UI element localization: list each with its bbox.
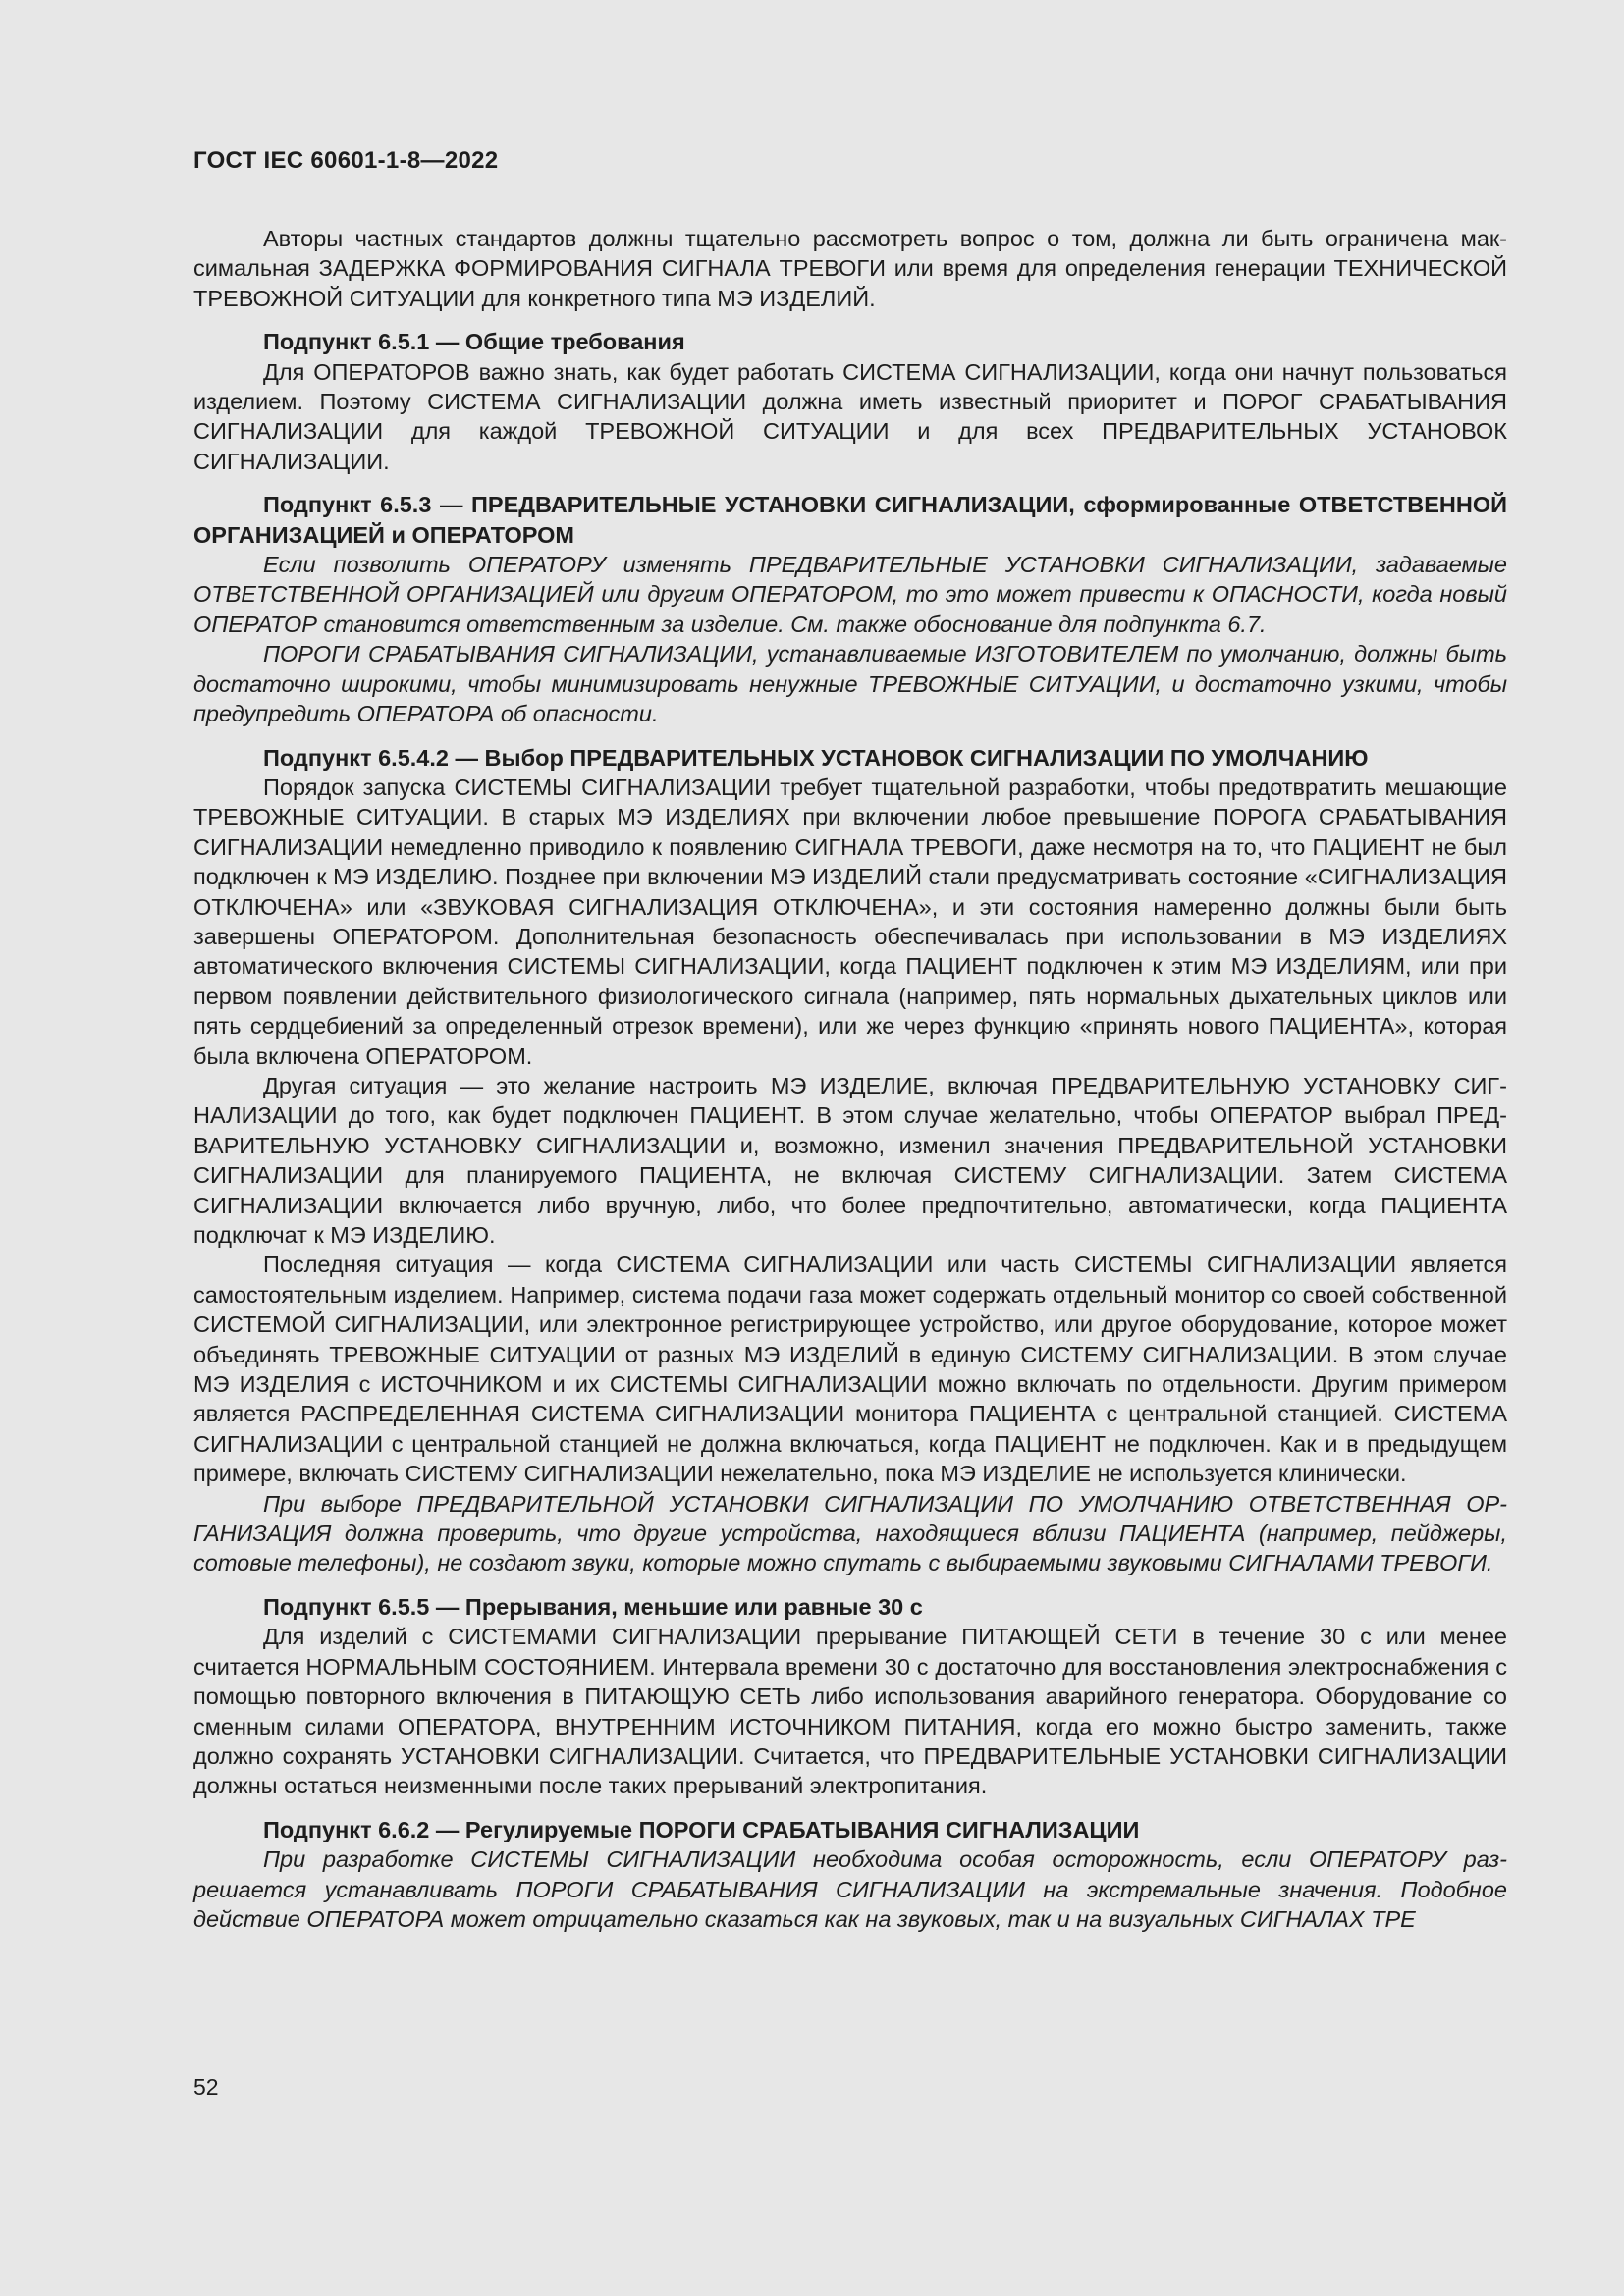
section-6-5-1-paragraph: Для ОПЕРАТОРОВ важно знать, как будет работать СИСТЕМА СИГНАЛИЗАЦИИ, когда они начнут пользоваться изделием. Поэтому СИСТЕМА СИГНАЛИЗАЦИИ должна иметь известный приоритет и ПОРОГ СРАБАТЫВАНИЯ СИГНАЛИЗАЦИИ для каждой ТРЕВОЖНОЙ СИТУАЦИИ и для всех ПРЕДВАРИТЕЛЬНЫХ УСТАНОВОК СИГНАЛИЗАЦИИ. xyxy=(193,358,1507,474)
section-6-5-4-2-paragraph-1: Порядок запуска СИСТЕМЫ СИГНАЛИЗАЦИИ требует тщательной разработки, чтобы предотвратить мешающие ТРЕВОЖНЫЕ СИТУАЦИИ. В старых МЭ ИЗДЕЛИЯХ при включении любое превышение ПОРОГА СРАБАТЫВАНИЯ СИГНАЛИЗАЦИИ немедленно приводило к появлению СИГНАЛА ТРЕВОГИ, даже несмотря на то, что ПАЦИЕНТ не был подключен к МЭ ИЗДЕЛИЮ. Позднее при включении МЭ ИЗДЕЛИЙ стали предусматривать состояние «СИГНАЛИЗАЦИЯ ОТКЛЮЧЕНА» или «ЗВУКОВАЯ СИГНАЛИЗАЦИЯ ОТКЛЮЧЕНА», и эти состояния намеренно должны были быть завершены ОПЕРАТОРОМ. Дополнительная безопасность обеспечивалась при использовании в МЭ ИЗДЕЛИЯХ автоматического включения СИСТЕМЫ СИГНАЛИЗАЦИИ, когда ПАЦИЕНТ подключен к этим МЭ ИЗДЕЛИЯМ, или при первом появлении действительного физиологического сигнала (например, пять нормальных дыхательных циклов или пять сердцебиений за определенный отрезок времени), или же через функцию «принять нового ПАЦИЕНТА», которая была включена ОПЕРАТОРОМ. xyxy=(193,774,1507,1069)
section-6-5-4-2-paragraph-3: Последняя ситуация — когда СИСТЕМА СИГНАЛИЗАЦИИ или часть СИСТЕМЫ СИГНАЛИЗАЦИИ является самостоятельным изделием. Например, система подачи газа может содержать отдельный монитор со своей собственной СИСТЕМОЙ СИГНАЛИЗАЦИИ, или электронное регистрирующее устройство, или другое оборудование, которое может объединять ТРЕВОЖНЫЕ СИТУАЦИИ от разных МЭ ИЗДЕЛИЙ в единую СИСТЕМУ СИГНАЛИЗАЦИИ. В этом случае МЭ ИЗДЕЛИЯ с ИСТОЧНИКОМ и их СИСТЕМЫ СИГНАЛИЗАЦИИ можно включать по отдельности. Другим примером является РАСПРЕДЕЛЕННАЯ СИСТЕМА СИГНАЛИЗАЦИИ монитора ПАЦИЕНТА с центральной станцией. СИСТЕМА СИГНАЛИЗАЦИИ с центральной станцией не должна включаться, когда ПАЦИЕНТ не подключен. Как и в предыдущем примере, включать СИСТЕМУ СИГНАЛИЗАЦИИ нежелательно, пока МЭ ИЗДЕЛИЕ не используется клинически. xyxy=(193,1252,1507,1487)
section-heading-6-6-2: Подпункт 6.6.2 — Регулируемые ПОРОГИ СРАБАТЫВАНИЯ СИГНАЛИЗАЦИИ xyxy=(263,1816,1140,1842)
document-header: ГОСТ IEC 60601-1-8—2022 xyxy=(193,147,499,174)
section-heading-6-5-1: Подпункт 6.5.1 — Общие требования xyxy=(263,329,685,355)
section-heading-6-5-3: Подпункт 6.5.3 — ПРЕДВАРИТЕЛЬНЫЕ УСТАНОВКИ СИГНАЛИЗАЦИИ, сформированные ОТВЕТСТВЕННОЙ ОРГАНИЗАЦИЕЙ и ОПЕРАТОРОМ xyxy=(193,492,1507,548)
section-6-5-4-2-paragraph-4: При выборе ПРЕДВАРИТЕЛЬНОЙ УСТАНОВКИ СИГНАЛИЗАЦИИ ПО УМОЛЧАНИЮ ОТВЕТСТВЕННАЯ ОРГАНИЗАЦИЯ должна проверить, что другие устройства, находящиеся вблизи ПАЦИЕНТА (например, пейджеры, сотовые телефоны), не создают звуки, которые можно спутать с выбираемыми звуковыми СИГНАЛАМИ ТРЕВОГИ. xyxy=(193,1490,1507,1576)
page-number: 52 xyxy=(193,2074,219,2100)
section-6-6-2-paragraph: При разработке СИСТЕМЫ СИГНАЛИЗАЦИИ необходима особая осторожность, если ОПЕРАТОРУ разрешается устанавливать ПОРОГИ СРАБАТЫВАНИЯ СИГНАЛИЗАЦИИ на экстремальные значения. Подобное действие ОПЕРАТОРА может отрицательно сказаться как на звуковых, так и на визуальных СИГНАЛАХ ТРЕ xyxy=(193,1846,1507,1932)
section-6-5-3-paragraph-2: ПОРОГИ СРАБАТЫВАНИЯ СИГНАЛИЗАЦИИ, устанавливаемые ИЗГОТОВИТЕЛЕМ по умолчанию, должны быть достаточно широкими, чтобы минимизировать ненужные ТРЕВОЖНЫЕ СИТУАЦИИ, и достаточно узкими, чтобы предупредить ОПЕРАТОРА об опасности. xyxy=(193,641,1507,727)
section-6-5-3-paragraph-1: Если позволить ОПЕРАТОРУ изменять ПРЕДВАРИТЕЛЬНЫЕ УСТАНОВКИ СИГНАЛИЗАЦИИ, задаваемые ОТВЕТСТВЕННОЙ ОРГАНИЗАЦИЕЙ или другим ОПЕРАТОРОМ, то это может привести к ОПАСНОСТИ, когда новый ОПЕРАТОР становится ответственным за изделие. См. также обоснование для подпункта 6.7. xyxy=(193,552,1507,637)
document-body xyxy=(193,224,1507,1934)
section-6-5-4-2-paragraph-2: Другая ситуация — это желание настроить МЭ ИЗДЕЛИЕ, включая ПРЕДВАРИТЕЛЬНУЮ УСТАНОВКУ СИГНАЛИЗАЦИИ до того, как будет подключен ПАЦИЕНТ. В этом случае желательно, чтобы ОПЕРАТОР выбрал ПРЕДВАРИТЕЛЬНУЮ УСТАНОВКУ СИГНАЛИЗАЦИИ и, возможно, изменил значения ПРЕДВАРИТЕЛЬНОЙ УСТАНОВКИ СИГНАЛИЗАЦИИ для планируемого ПАЦИЕНТА, не включая СИСТЕМУ СИГНАЛИЗАЦИИ. Затем СИСТЕМА СИГНАЛИЗАЦИИ включается либо вручную, либо, что более предпочтительно, автоматически, когда ПАЦИЕНТА подключат к МЭ ИЗДЕЛИЮ. xyxy=(193,1072,1507,1248)
section-heading-6-5-4-2: Подпункт 6.5.4.2 — Выбор ПРЕДВАРИТЕЛЬНЫХ УСТАНОВОК СИГНАЛИЗАЦИИ ПО УМОЛЧАНИЮ xyxy=(263,744,1369,771)
intro-paragraph: Авторы частных стандартов должны тщательно рассмотреть вопрос о том, должна ли быть ограничена максимальная ЗАДЕРЖКА ФОРМИРОВАНИЯ СИГНАЛА ТРЕВОГИ или время для определения генерации ТЕХНИЧЕСКОЙ ТРЕВОЖНОЙ СИТУАЦИИ для конкретного типа МЭ ИЗДЕЛИЙ. xyxy=(193,226,1507,311)
section-6-5-5-paragraph: Для изделий с СИСТЕМАМИ СИГНАЛИЗАЦИИ прерывание ПИТАЮЩЕЙ СЕТИ в течение 30 с или менее считается НОРМАЛЬНЫМ СОСТОЯНИЕМ. Интервала времени 30 с достаточно для восстановления электроснабжения с помощью повторного включения в ПИТАЮЩУЮ СЕТЬ либо использования аварийного генератора. Оборудование со сменным силами ОПЕРАТОРА, ВНУТРЕННИМ ИСТОЧНИКОМ ПИТАНИЯ, когда его можно быстро заменить, также должно сохранять УСТАНОВКИ СИГНАЛИЗАЦИИ. Считается, что ПРЕДВАРИТЕЛЬНЫЕ УСТАНОВКИ СИГНАЛИЗАЦИИ должны остаться неизменными после таких прерываний электропитания. xyxy=(193,1624,1507,1799)
section-heading-6-5-5: Подпункт 6.5.5 — Прерывания, меньшие или равные 30 с xyxy=(263,1593,923,1620)
